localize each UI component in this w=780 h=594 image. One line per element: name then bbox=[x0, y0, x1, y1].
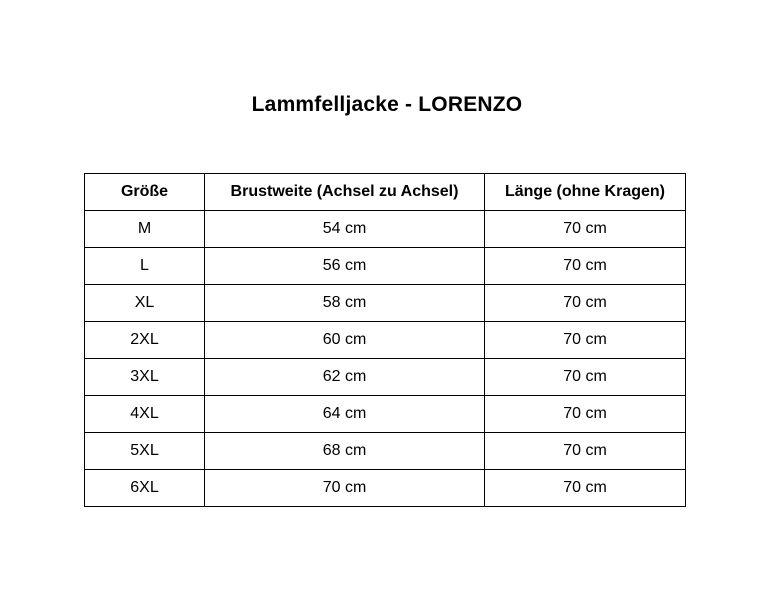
header-length: Länge (ohne Kragen) bbox=[485, 174, 686, 211]
size-table bbox=[84, 173, 686, 507]
table-row bbox=[85, 433, 686, 470]
cell-size: XL bbox=[85, 285, 205, 322]
table-row bbox=[85, 359, 686, 396]
cell-chest-width: 64 cm bbox=[205, 396, 485, 433]
table-row bbox=[85, 211, 686, 248]
table-row bbox=[85, 396, 686, 433]
cell-chest-width: 68 cm bbox=[205, 433, 485, 470]
table-row bbox=[85, 285, 686, 322]
cell-size: L bbox=[85, 248, 205, 285]
table-row bbox=[85, 248, 686, 285]
cell-length: 70 cm bbox=[485, 322, 686, 359]
cell-chest-width: 58 cm bbox=[205, 285, 485, 322]
cell-length: 70 cm bbox=[485, 396, 686, 433]
table-row bbox=[85, 470, 686, 507]
header-chest-width: Brustweite (Achsel zu Achsel) bbox=[205, 174, 485, 211]
header-size: Größe bbox=[85, 174, 205, 211]
cell-size: 4XL bbox=[85, 396, 205, 433]
cell-length: 70 cm bbox=[485, 470, 686, 507]
cell-chest-width: 54 cm bbox=[205, 211, 485, 248]
cell-chest-width: 56 cm bbox=[205, 248, 485, 285]
cell-length: 70 cm bbox=[485, 433, 686, 470]
cell-size: 2XL bbox=[85, 322, 205, 359]
cell-length: 70 cm bbox=[485, 211, 686, 248]
cell-size: 6XL bbox=[85, 470, 205, 507]
cell-size: 3XL bbox=[85, 359, 205, 396]
cell-length: 70 cm bbox=[485, 285, 686, 322]
cell-length: 70 cm bbox=[485, 359, 686, 396]
cell-chest-width: 60 cm bbox=[205, 322, 485, 359]
cell-chest-width: 70 cm bbox=[205, 470, 485, 507]
cell-size: M bbox=[85, 211, 205, 248]
table-row bbox=[85, 322, 686, 359]
page-title: Lammfelljacke - LORENZO bbox=[251, 93, 523, 116]
cell-chest-width: 62 cm bbox=[205, 359, 485, 396]
table-header-row bbox=[85, 174, 686, 211]
cell-length: 70 cm bbox=[485, 248, 686, 285]
cell-size: 5XL bbox=[85, 433, 205, 470]
